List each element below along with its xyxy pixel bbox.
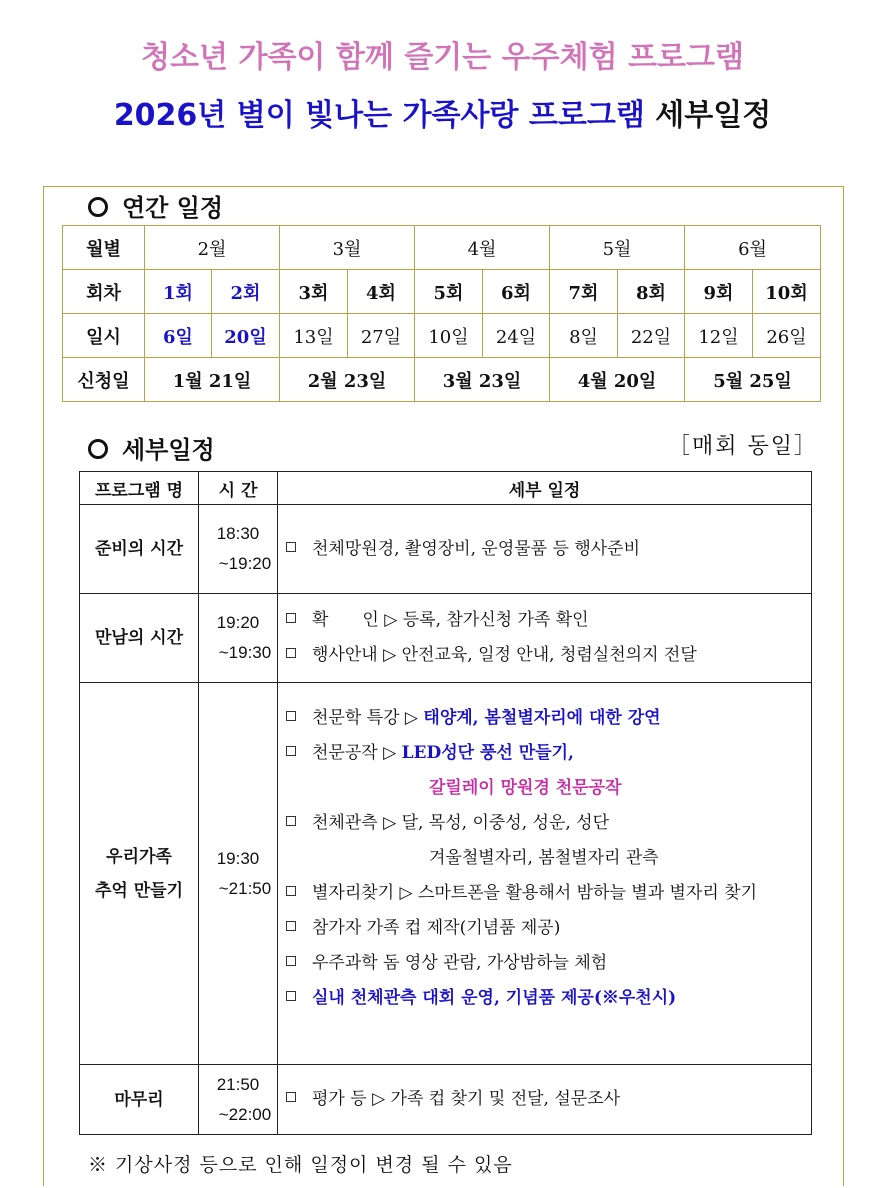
square-bullet-icon (286, 1092, 296, 1102)
square-bullet-icon (286, 956, 296, 966)
program-name: 만남의 시간 (80, 594, 199, 683)
time-end: ~19:20 (218, 554, 272, 573)
desc-line: 겨울철별자리, 봄철별자리 관측 (429, 848, 659, 868)
annual-schedule-table (62, 225, 821, 402)
date-cell: 27일 (348, 314, 415, 358)
session-cell: 7회 (550, 270, 618, 314)
month-row (63, 226, 821, 270)
detail-heading-text: 세부일정 (122, 435, 215, 464)
desc-line: 천문공작 ▷ LED성단 풍선 만들기, (286, 736, 811, 771)
detail-row (80, 594, 812, 683)
square-bullet-icon (286, 746, 296, 756)
detail-header-row (80, 472, 812, 505)
month-cell: 3월 (280, 226, 415, 270)
annual-heading-text: 연간 일정 (122, 193, 224, 222)
header-program: 프로그램 명 (80, 472, 199, 505)
apply-row (63, 358, 821, 402)
label-apply: 신청일 (63, 358, 145, 402)
month-cell: 6월 (685, 226, 821, 270)
circle-bullet-icon (88, 439, 108, 459)
page-title: 청소년 가족이 함께 즐기는 우주체험 프로그램 (141, 40, 744, 75)
desc-line: 확 인 ▷ 등록, 참가신청 가족 확인 (286, 603, 811, 638)
month-cell: 5월 (550, 226, 685, 270)
month-cell: 2월 (145, 226, 280, 270)
same-every-session-note: ［매회 동일］ (668, 434, 819, 459)
desc-line: 별자리찾기 ▷ 스마트폰을 활용해서 밤하늘 별과 별자리 찾기 (286, 876, 811, 911)
desc-line: 갈릴레이 망원경 천문공작 (429, 778, 622, 798)
detail-section-heading (88, 430, 215, 465)
annual-section-heading (88, 188, 223, 223)
square-bullet-icon (286, 921, 296, 931)
detail-row (80, 1065, 812, 1135)
time-end: ~19:30 (218, 643, 272, 662)
time-start: 19:30 (216, 848, 260, 868)
date-cell: 13일 (280, 314, 348, 358)
month-cell: 4월 (415, 226, 550, 270)
date-cell: 8일 (550, 314, 618, 358)
circle-bullet-icon (88, 197, 108, 217)
subtitle-black: 세부일정 (655, 98, 772, 133)
square-bullet-icon (286, 542, 296, 552)
desc-line: 우주과학 돔 영상 관람, 가상밤하늘 체험 (286, 946, 811, 981)
session-cell: 5회 (415, 270, 483, 314)
detail-row (80, 683, 812, 1065)
date-cell: 26일 (753, 314, 821, 358)
desc-line: 행사안내 ▷ 안전교육, 일정 안내, 청렴실천의지 전달 (286, 638, 811, 673)
session-cell: 8회 (618, 270, 685, 314)
session-cell: 2회 (212, 270, 280, 314)
program-time (199, 594, 278, 683)
apply-cell: 3월 23일 (415, 358, 550, 402)
date-cell: 10일 (415, 314, 483, 358)
time-start: 18:30 (216, 524, 260, 543)
session-cell: 3회 (280, 270, 348, 314)
program-desc (278, 1065, 812, 1135)
date-cell: 22일 (618, 314, 685, 358)
program-name: 우리가족 추억 만들기 (80, 683, 199, 1065)
header-schedule: 세부 일정 (278, 472, 812, 505)
square-bullet-icon (286, 886, 296, 896)
square-bullet-icon (286, 613, 296, 623)
label-date: 일시 (63, 314, 145, 358)
detail-schedule-table (79, 471, 812, 1135)
program-name: 준비의 시간 (80, 505, 199, 594)
date-cell: 12일 (685, 314, 753, 358)
apply-cell: 2월 23일 (280, 358, 415, 402)
label-session: 회차 (63, 270, 145, 314)
label-month: 월별 (63, 226, 145, 270)
header-time: 시 간 (199, 472, 278, 505)
square-bullet-icon (286, 711, 296, 721)
detail-row (80, 505, 812, 594)
subtitle-blue: 2026년 별이 빛나는 가족사랑 프로그램 (113, 98, 645, 133)
desc-line: 실내 천체관측 대회 운영, 기념품 제공(※우천시) (286, 981, 811, 1016)
square-bullet-icon (286, 816, 296, 826)
desc-line: 천체관측 ▷ 달, 목성, 이중성, 성운, 성단 (286, 806, 811, 841)
square-bullet-icon (286, 648, 296, 658)
desc-line: 참가자 가족 컵 제작(기념품 제공) (286, 911, 811, 946)
time-start: 21:50 (216, 1074, 260, 1094)
program-name: 마무리 (80, 1065, 199, 1135)
page-subtitle (0, 90, 885, 134)
apply-cell: 1월 21일 (145, 358, 280, 402)
apply-cell: 5월 25일 (685, 358, 821, 402)
desc-line: 천체망원경, 촬영장비, 운영물품 등 행사준비 (286, 532, 811, 567)
square-bullet-icon (286, 991, 296, 1001)
date-cell: 20일 (212, 314, 280, 358)
session-cell: 1회 (145, 270, 212, 314)
time-end: ~21:50 (218, 878, 272, 898)
session-row (63, 270, 821, 314)
desc-line: 평가 등 ▷ 가족 컵 찾기 및 전달, 설문조사 (286, 1082, 811, 1117)
session-cell: 6회 (483, 270, 550, 314)
program-time (199, 1065, 278, 1135)
program-desc (278, 594, 812, 683)
time-start: 19:20 (216, 613, 260, 632)
program-desc (278, 505, 812, 594)
session-cell: 9회 (685, 270, 753, 314)
program-time (199, 505, 278, 594)
time-end: ~22:00 (218, 1104, 272, 1124)
footnote: ※ 기상사정 등으로 인해 일정이 변경 될 수 있음 (88, 1154, 513, 1176)
session-cell: 10회 (753, 270, 821, 314)
date-row (63, 314, 821, 358)
date-cell: 24일 (483, 314, 550, 358)
apply-cell: 4월 20일 (550, 358, 685, 402)
date-cell: 6일 (145, 314, 212, 358)
program-time (199, 683, 278, 1065)
desc-line: 천문학 특강 ▷ 태양계, 봄철별자리에 대한 강연 (286, 701, 811, 736)
session-cell: 4회 (348, 270, 415, 314)
program-desc (278, 683, 812, 1065)
